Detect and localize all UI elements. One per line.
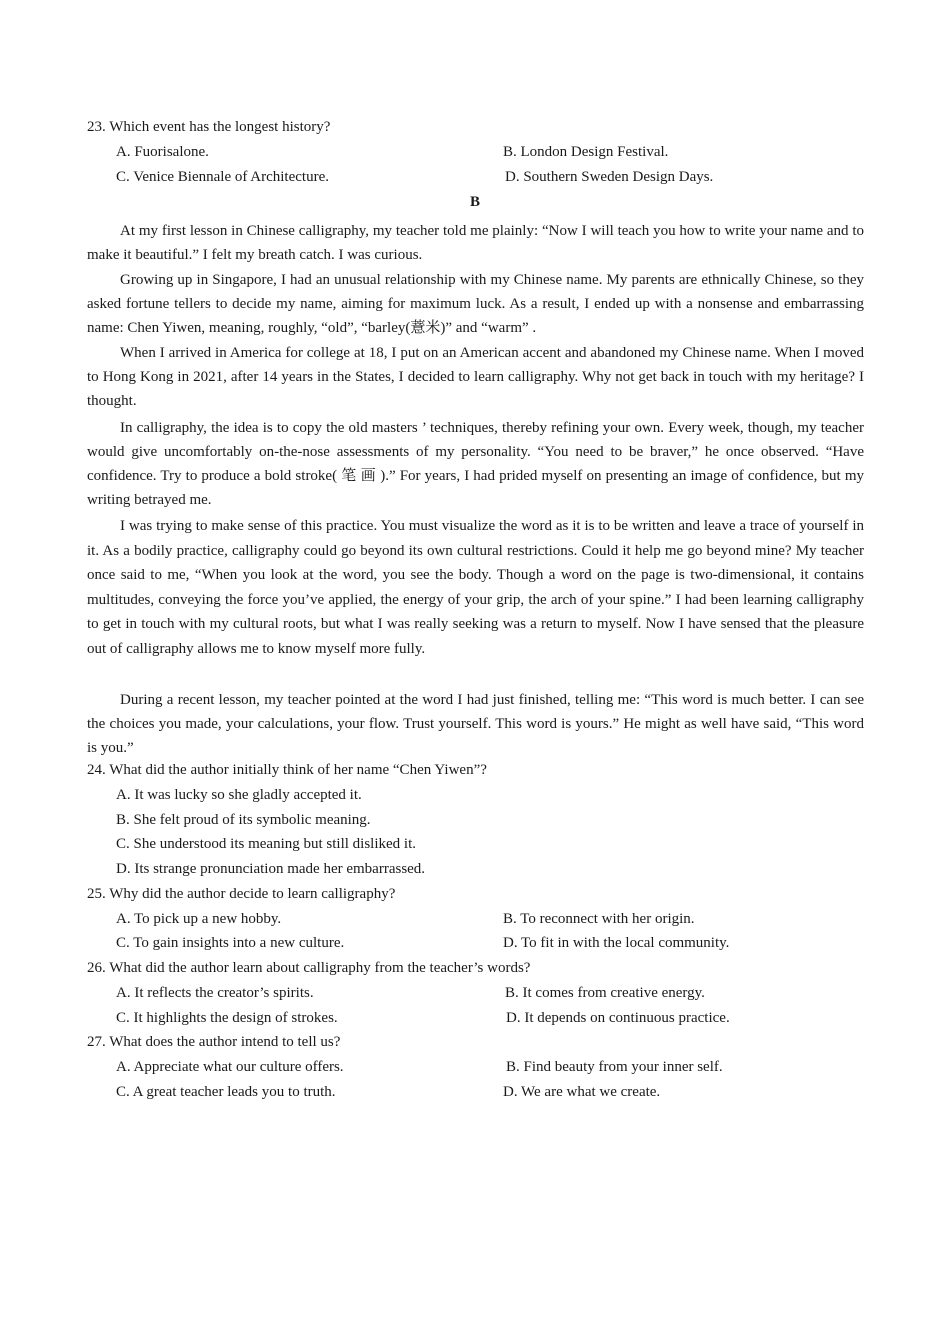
question-26-stem: 26. What did the author learn about calligraphy from the teacher’s words? [87,960,531,976]
passage-paragraph: Growing up in Singapore, I had an unusual relationship with my Chinese name. My parents are ethnically Chinese, so they asked fortune tellers to decide my name, aiming for maximum luck. As a result, I ended up with a nonsense and embarrassing name: Chen Yiwen, meaning, roughly, “old”, “barley(薏米)” and “warm” . [87,272,864,336]
passage-paragraph: At my first lesson in Chinese calligraphy, my teacher told me plainly: “Now I will teach you how to write your name and to make it beautiful.” I felt my breath catch. I was curious. [87,223,864,263]
passage-paragraph: I was trying to make sense of this practice. You must visualize the word as it is to be written and leave a trace of yourself in it. As a bodily practice, calligraphy could go beyond its own cultural restrictions. Could it help me go beyond mine? My teacher once said to me, “When you look at the word, you see the body. Though a word on the page is two-dimensional, it contains multitudes, conveying the force you’ve applied, the energy of your grip, the arch of your spine.” I had been learning calligraphy to get in touch with my cultural roots, but what I was really seeking was a return to myself. Now I have sensed that the pleasure out of calligraphy allows me to know myself more fully. [87,518,864,657]
question-26-option-b: B. It comes from creative energy. [505,985,705,1001]
question-25-option-b: B. To reconnect with her origin. [503,911,695,927]
question-27-stem: 27. What does the author intend to tell us? [87,1034,341,1050]
question-27-option-b: B. Find beauty from your inner self. [506,1059,723,1075]
question-25-option-a: A. To pick up a new hobby. [116,911,282,927]
question-27-option-c: C. A great teacher leads you to truth. [116,1084,336,1100]
question-23-option-a: A. Fuorisalone. [116,144,209,160]
passage-paragraph: In calligraphy, the idea is to copy the old masters ’ techniques, thereby refining your own. Every week, though, my teacher would give uncomfortably on-the-nose assessments of my personality. “You need to be braver,” he once observed. “Have confidence. Try to produce a bold stroke( 笔 画 ).” For years, I had prided myself on presenting an image of confidence, but my writing betrayed me. [87,420,864,508]
question-23-option-c: C. Venice Biennale of Architecture. [116,169,329,185]
question-26-option-d: D. It depends on continuous practice. [506,1010,730,1026]
question-25-option-c: C. To gain insights into a new culture. [116,935,345,951]
passage-paragraph: During a recent lesson, my teacher pointed at the word I had just finished, telling me: “This word is much better. I can see the choices you made, your calculations, your flow. Trust yourself. This word is yours.” He might as well have said, “This word is you.” [87,692,864,756]
question-24-stem: 24. What did the author initially think of her name “Chen Yiwen”? [87,762,487,778]
question-24-option-c: C. She understood its meaning but still disliked it. [116,836,416,852]
question-24-option-b: B. She felt proud of its symbolic meaning. [116,812,371,828]
question-24-option-a: A. It was lucky so she gladly accepted it. [116,787,362,803]
question-27-option-d: D. We are what we create. [503,1084,661,1100]
passage-paragraph: When I arrived in America for college at 18, I put on an American accent and abandoned my Chinese name. When I moved to Hong Kong in 2021, after 14 years in the States, I decided to learn calligraphy. Why not get back in touch with my heritage? I thought. [87,345,864,409]
question-23-stem: 23. Which event has the longest history? [87,119,331,135]
question-25-option-d: D. To fit in with the local community. [503,935,730,951]
question-23-option-d: D. Southern Sweden Design Days. [505,169,714,185]
section-heading: B [469,194,480,210]
question-26-option-c: C. It highlights the design of strokes. [116,1010,338,1026]
question-26-option-a: A. It reflects the creator’s spirits. [116,985,314,1001]
question-23-option-b: B. London Design Festival. [503,144,669,160]
question-25-stem: 25. Why did the author decide to learn calligraphy? [87,886,396,902]
question-24-option-d: D. Its strange pronunciation made her embarrassed. [116,861,426,877]
question-27-option-a: A. Appreciate what our culture offers. [116,1059,344,1075]
